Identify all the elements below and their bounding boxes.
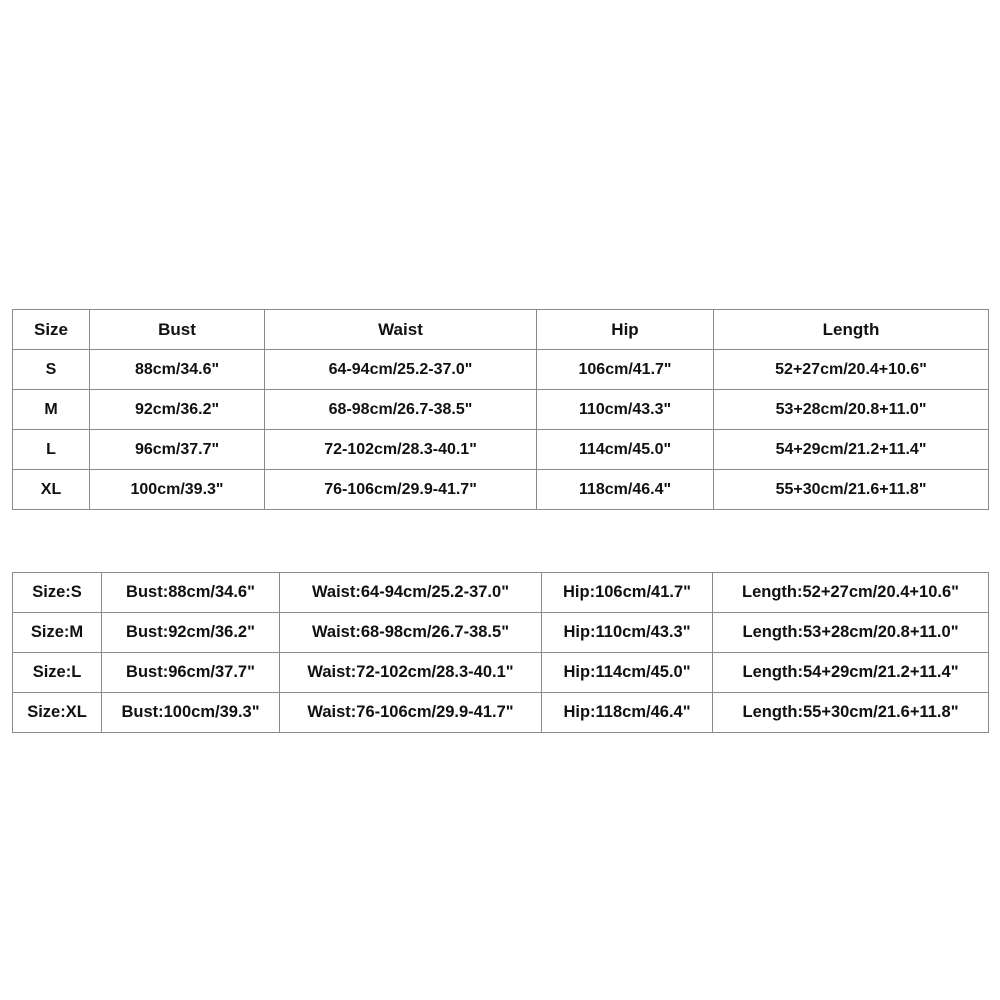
cell-length: Length:52+27cm/20.4+10.6" xyxy=(713,573,989,613)
cell-size: Size:XL xyxy=(13,693,102,733)
table-row xyxy=(13,653,989,693)
cell-hip: Hip:106cm/41.7" xyxy=(542,573,713,613)
table-row xyxy=(13,430,989,470)
cell-bust: 92cm/36.2" xyxy=(90,390,265,430)
cell-bust: 88cm/34.6" xyxy=(90,350,265,390)
header-hip: Hip xyxy=(537,310,714,350)
table-row xyxy=(13,390,989,430)
cell-length: Length:55+30cm/21.6+11.8" xyxy=(713,693,989,733)
cell-hip: Hip:118cm/46.4" xyxy=(542,693,713,733)
cell-length: 52+27cm/20.4+10.6" xyxy=(714,350,989,390)
cell-length: Length:53+28cm/20.8+11.0" xyxy=(713,613,989,653)
cell-waist: Waist:76-106cm/29.9-41.7" xyxy=(280,693,542,733)
cell-waist: 72-102cm/28.3-40.1" xyxy=(265,430,537,470)
cell-hip: 106cm/41.7" xyxy=(537,350,714,390)
cell-waist: Waist:68-98cm/26.7-38.5" xyxy=(280,613,542,653)
cell-bust: Bust:96cm/37.7" xyxy=(102,653,280,693)
cell-hip: 114cm/45.0" xyxy=(537,430,714,470)
cell-bust: Bust:88cm/34.6" xyxy=(102,573,280,613)
cell-waist: Waist:72-102cm/28.3-40.1" xyxy=(280,653,542,693)
cell-waist: 64-94cm/25.2-37.0" xyxy=(265,350,537,390)
cell-size: S xyxy=(13,350,90,390)
table-row xyxy=(13,573,989,613)
cell-length: 55+30cm/21.6+11.8" xyxy=(714,470,989,510)
cell-length: 54+29cm/21.2+11.4" xyxy=(714,430,989,470)
table-row xyxy=(13,470,989,510)
size-chart-labeled-table xyxy=(12,572,989,733)
header-size: Size xyxy=(13,310,90,350)
cell-bust: Bust:100cm/39.3" xyxy=(102,693,280,733)
cell-bust: 96cm/37.7" xyxy=(90,430,265,470)
cell-waist: 68-98cm/26.7-38.5" xyxy=(265,390,537,430)
cell-length: 53+28cm/20.8+11.0" xyxy=(714,390,989,430)
cell-size: L xyxy=(13,430,90,470)
cell-size: Size:S xyxy=(13,573,102,613)
table-row xyxy=(13,613,989,653)
cell-hip: Hip:110cm/43.3" xyxy=(542,613,713,653)
cell-size: XL xyxy=(13,470,90,510)
cell-hip: 110cm/43.3" xyxy=(537,390,714,430)
cell-length: Length:54+29cm/21.2+11.4" xyxy=(713,653,989,693)
cell-size: Size:L xyxy=(13,653,102,693)
cell-bust: Bust:92cm/36.2" xyxy=(102,613,280,653)
cell-size: M xyxy=(13,390,90,430)
cell-bust: 100cm/39.3" xyxy=(90,470,265,510)
size-chart-table xyxy=(12,309,989,510)
cell-size: Size:M xyxy=(13,613,102,653)
header-waist: Waist xyxy=(265,310,537,350)
cell-waist: 76-106cm/29.9-41.7" xyxy=(265,470,537,510)
header-length: Length xyxy=(714,310,989,350)
cell-hip: Hip:114cm/45.0" xyxy=(542,653,713,693)
cell-hip: 118cm/46.4" xyxy=(537,470,714,510)
table-row xyxy=(13,350,989,390)
header-bust: Bust xyxy=(90,310,265,350)
table-header-row xyxy=(13,310,989,350)
table-row xyxy=(13,693,989,733)
cell-waist: Waist:64-94cm/25.2-37.0" xyxy=(280,573,542,613)
